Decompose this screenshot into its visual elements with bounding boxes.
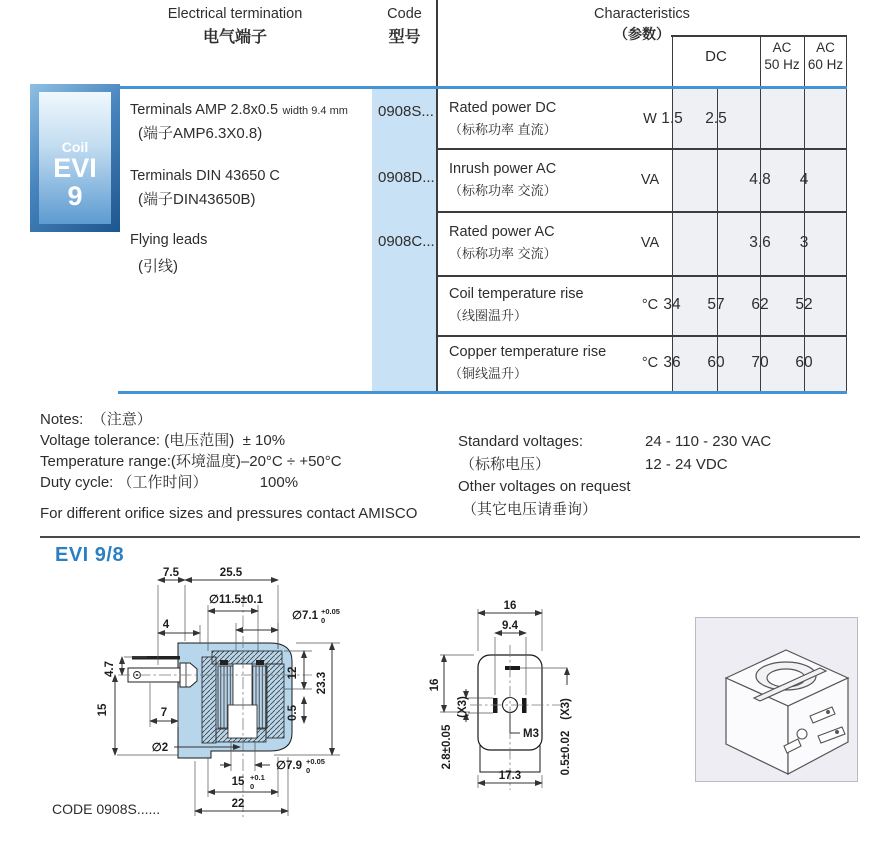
characteristic-row-rated-power-ac xyxy=(437,211,847,275)
termination-label: Terminals AMP 2.8x0.5 xyxy=(130,102,279,118)
value-cell: 60 xyxy=(795,354,813,371)
coil-3d-drawing xyxy=(696,618,857,781)
unit-label: °C xyxy=(641,355,659,371)
dim-label: 0.5 xyxy=(287,705,299,721)
value-cell: 3 xyxy=(799,234,809,251)
dim-label: ∅2 xyxy=(151,742,169,754)
dim-label: 7 xyxy=(160,707,168,719)
drawing-code-label: CODE 0908S...... xyxy=(52,801,161,817)
code-label-zh: 型号 xyxy=(388,29,421,46)
coil-badge-top-text: Coil xyxy=(61,138,89,155)
electrical-termination-label-en: Electrical termination xyxy=(167,6,303,22)
unit-label: VA xyxy=(640,171,660,188)
characteristic-label: Inrush power AC （标称功率 交流） xyxy=(449,160,557,198)
termination-label-zh: (端子AMP6.3X0.8) xyxy=(138,125,263,142)
value-cell: 70 xyxy=(751,354,769,371)
value-cell: 2.5 xyxy=(705,109,727,127)
dim-label: 17.3 xyxy=(498,770,522,782)
dim-label: 7.5 xyxy=(163,567,179,579)
characteristic-label: Rated power DC （标称功率 直流） xyxy=(449,99,557,137)
dim-label: 25.5 xyxy=(219,567,243,579)
dim-label: 0.5±0.02 xyxy=(560,730,572,776)
dim-label: 4 xyxy=(162,619,170,631)
standard-voltages-vac: 24 - 110 - 230 VAC xyxy=(645,433,772,450)
dim-label: 15 xyxy=(231,776,245,788)
note-voltage-tolerance: Voltage tolerance: (电压范围) ± 10% xyxy=(40,432,286,449)
code-header xyxy=(372,6,437,47)
dim-tolerance: 0 xyxy=(250,782,255,791)
coil-badge xyxy=(30,84,120,232)
column-header-dc: DC xyxy=(705,48,727,65)
characteristics-header xyxy=(437,6,847,44)
electrical-termination-header xyxy=(100,6,370,47)
value-cell: 52 xyxy=(795,296,813,313)
other-voltages-label-zh: （其它电压请垂询） xyxy=(462,501,598,518)
dim-label: 4.7 xyxy=(104,661,116,677)
note-duty-cycle: Duty cycle: （工作时间） 100% xyxy=(40,474,299,491)
note-temperature-range: Temperature range:(环境温度)–20°C ÷ +50°C xyxy=(40,453,342,470)
value-cell: 1.5 xyxy=(661,109,683,127)
column-header-ac50: AC 50 Hz xyxy=(764,40,800,72)
value-cell: 4 xyxy=(799,170,809,188)
value-cell: 60 xyxy=(707,354,725,371)
dim-tolerance: +0.1 xyxy=(250,773,265,782)
table-bottom-blue-line xyxy=(118,391,847,394)
dim-label: 22 xyxy=(231,798,245,810)
dim-tolerance: 0 xyxy=(321,616,326,625)
value-cell: 62 xyxy=(751,296,769,313)
characteristic-label: Rated power AC （标称功率 交流） xyxy=(449,224,557,261)
dim-label: (X3) xyxy=(560,698,572,720)
top-view-body xyxy=(470,645,560,790)
column-header-ac60: AC 60 Hz xyxy=(807,40,844,72)
dim-label: 16 xyxy=(503,600,517,612)
code-value: 0908C... xyxy=(378,233,435,250)
standard-voltages-label-zh: （标称电压） xyxy=(460,456,551,473)
dim-tolerance: +0.05 xyxy=(306,757,325,766)
value-cell: 4.8 xyxy=(749,170,771,188)
standard-voltages-vdc: 12 - 24 VDC xyxy=(645,456,728,473)
dim-label: ∅7.9 xyxy=(276,760,303,772)
code-value: 0908D... xyxy=(378,169,435,186)
notes-footer: For different orifice sizes and pressures contact AMISCO xyxy=(40,505,418,522)
termination-label: Terminals DIN 43650 C xyxy=(130,168,280,184)
dim-label: 23.3 xyxy=(316,671,328,695)
dim-tolerance: +0.05 xyxy=(321,607,340,616)
value-cell: 57 xyxy=(707,296,725,313)
termination-note: width 9.4 mm xyxy=(282,105,348,117)
top-view-drawing xyxy=(410,585,690,810)
characteristics-label-zh: （参数） xyxy=(614,26,670,42)
dim-label: 9.4 xyxy=(502,620,518,632)
characteristic-row-copper-temp-rise xyxy=(437,335,847,391)
characteristic-label: Coil temperature rise （线圈温升） xyxy=(449,286,584,323)
section-title: EVI 9/8 xyxy=(55,544,125,566)
unit-label: VA xyxy=(640,235,660,251)
unit-label: W xyxy=(643,110,657,127)
termination-label-zh: (引线) xyxy=(138,258,178,275)
characteristics-label-en: Characteristics xyxy=(594,6,690,22)
coil-3d-image-frame xyxy=(695,617,858,782)
coil-badge-panel xyxy=(39,92,111,224)
value-cell: 36 xyxy=(663,354,681,371)
dim-tolerance: 0 xyxy=(306,766,311,775)
coil-body-silhouette xyxy=(178,643,292,758)
termination-row-amp xyxy=(130,101,348,143)
termination-label: Flying leads xyxy=(130,232,208,248)
notes-title: Notes: （注意） xyxy=(40,411,152,428)
value-cell: 3.6 xyxy=(749,234,771,251)
cross-section-drawing xyxy=(40,565,390,837)
termination-row-leads xyxy=(130,231,207,276)
value-cell: 34 xyxy=(663,296,681,313)
characteristic-label: Copper temperature rise （铜线温升） xyxy=(449,344,607,381)
dim-label: 15 xyxy=(97,703,109,717)
dim-label: ∅11.5±0.1 xyxy=(208,594,264,606)
standard-voltages-label: Standard voltages: xyxy=(458,433,584,450)
dim-label: 16 xyxy=(429,678,441,692)
electrical-termination-label-zh: 电气端子 xyxy=(202,29,267,46)
other-voltages-label: Other voltages on request xyxy=(458,478,631,495)
coil-badge-series-text: EVI xyxy=(53,152,97,183)
dim-label: M3 xyxy=(523,728,539,740)
dim-label: (X3) xyxy=(457,696,469,718)
dim-label: 12 xyxy=(287,666,299,680)
code-value: 0908S... xyxy=(378,103,434,120)
characteristic-row-inrush-power-ac xyxy=(437,148,847,211)
unit-label: °C xyxy=(641,297,659,313)
coil-badge-size-text: 9 xyxy=(67,180,83,211)
dim-label: ∅7.1 xyxy=(292,610,319,622)
characteristic-row-coil-temp-rise xyxy=(437,275,847,335)
termination-row-din xyxy=(130,167,280,209)
dim-label: 2.8±0.05 xyxy=(441,724,453,770)
section-divider xyxy=(40,536,860,538)
characteristic-row-rated-power-dc xyxy=(437,89,847,148)
code-label-en: Code xyxy=(387,6,422,22)
termination-label-zh: (端子DIN43650B) xyxy=(138,191,256,208)
